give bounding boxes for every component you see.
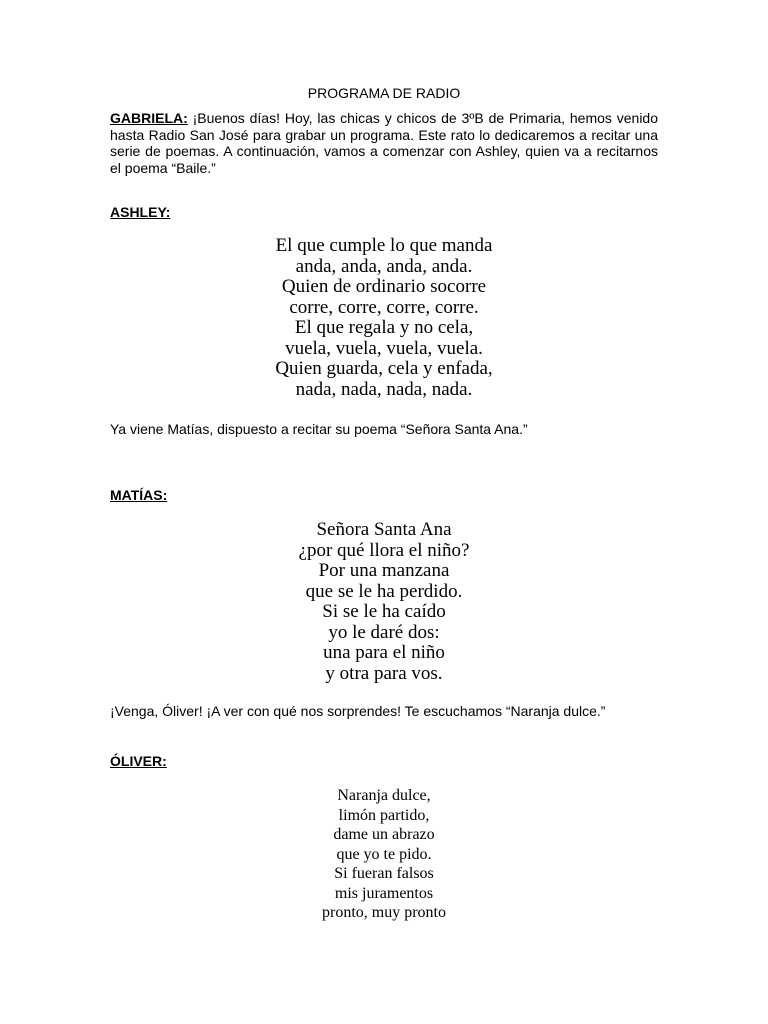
poem-baile — [110, 236, 658, 400]
poem-line: dame un abrazo — [333, 826, 435, 843]
intro-text: ¡Buenos días! Hoy, las chicas y chicos de 3ºB de Primaria, hemos venido hasta Radio San José para grabar un programa. Este rato lo dedicaremos a recitar una serie de poemas. A continuación, vamos a comenzar con Ashley, quien va a recitarnos el poema “Baile.” — [110, 110, 658, 176]
poem-line: una para el niño — [323, 642, 445, 663]
poem-line: anda, anda, anda, anda. — [295, 255, 473, 277]
poem-naranja-dulce — [110, 786, 658, 923]
poem-line: vuela, vuela, vuela, vuela. — [285, 337, 483, 359]
poem-line: corre, corre, corre, corre. — [289, 296, 479, 318]
poem-line: yo le daré dos: — [328, 621, 440, 643]
poem-line: ¿por qué llora el niño? — [298, 539, 470, 561]
document-title: PROGRAMA DE RADIO — [307, 85, 461, 101]
poem-line: Por una manzana — [318, 560, 450, 581]
speaker-heading-oliver: ÓLIVER: — [110, 753, 167, 769]
poem-line: El que regala y no cela, — [294, 317, 474, 338]
poem-line: Naranja dulce, — [337, 787, 431, 804]
poem-line: y otra para vos. — [325, 662, 443, 684]
intro-speaker: GABRIELA: — [110, 110, 188, 126]
document-page — [110, 0, 658, 1024]
poem-line: que se le ha perdido. — [305, 580, 463, 602]
poem-line: nada, nada, nada, nada. — [295, 378, 473, 400]
poem-line: Quien guarda, cela y enfada, — [275, 358, 493, 379]
transition-paragraph-oliver: ¡Venga, Óliver! ¡A ver con qué nos sorprendes! Te escuchamos “Naranja dulce.” — [110, 703, 606, 719]
poem-line: que yo te pido. — [336, 845, 432, 863]
poem-line: mis juramentos — [334, 884, 434, 902]
poem-line: Si fueran falsos — [334, 865, 434, 882]
poem-line: limón partido, — [338, 806, 430, 824]
poem-line: Quien de ordinario socorre — [281, 276, 487, 297]
poem-line: Señora Santa Ana — [316, 519, 452, 540]
poem-line: El que cumple lo que manda — [275, 235, 493, 256]
speaker-heading-matias: MATÍAS: — [110, 487, 168, 503]
transition-paragraph-matias: Ya viene Matías, dispuesto a recitar su poema “Señora Santa Ana.” — [110, 421, 528, 437]
speaker-heading-ashley: ASHLEY: — [110, 204, 171, 220]
intro-paragraph — [110, 110, 658, 176]
poem-senora-santa-ana — [110, 520, 658, 684]
poem-line: Si se le ha caído — [322, 601, 446, 622]
poem-line: pronto, muy pronto — [322, 904, 446, 921]
